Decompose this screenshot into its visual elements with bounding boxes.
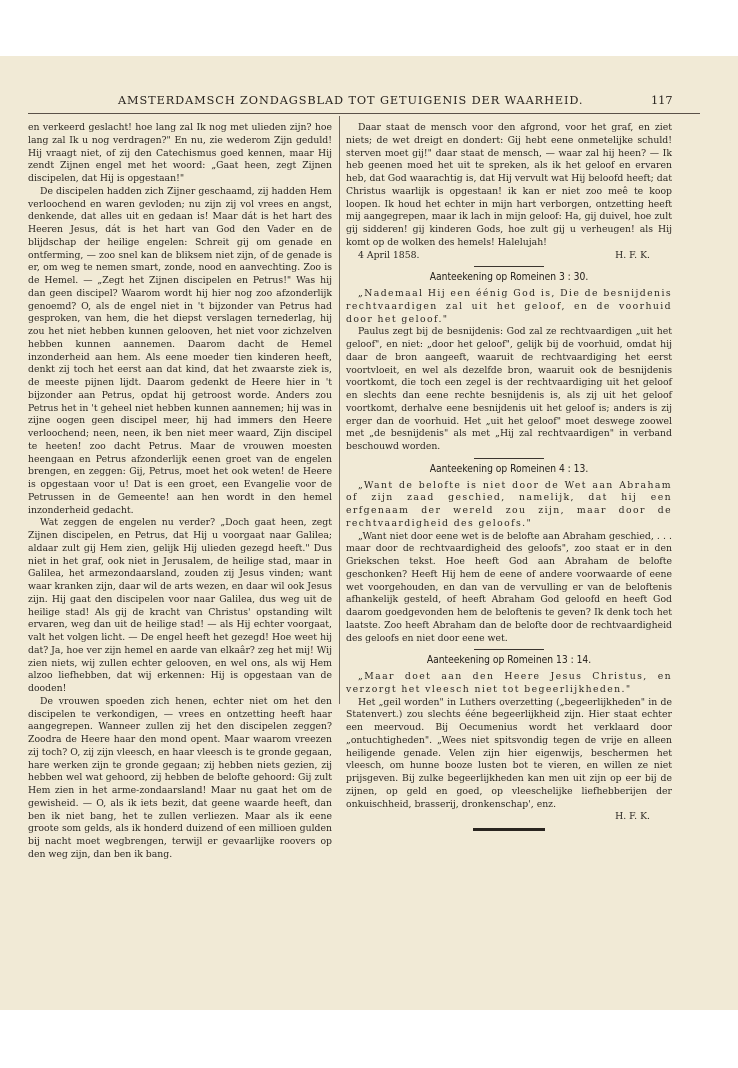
paragraph: „Want niet door eene wet is de belofte aan Abraham geschied, . . . maar door de rechtvaardigheid des geloofs", zoo staat er in den Griekschen tekst. Hoe heeft God aan Abraham de belofte geschonken? Heeft Hij hem de eene of andere voorwaarde of eene wet voorgehouden, en dan van de vervulling er van de beloftenis afhankelijk gesteld, of heeft Abraham God geloofd en heeft God daarom goedgevonden hem de beloftenis te geven? Ik denk toch het laatste. Zoo heeft Abraham dan de belofte door de rechtvaardigheid des geloofs en niet door eene wet. <box>346 530 672 644</box>
section-rule <box>474 458 544 459</box>
section-rule <box>474 649 544 650</box>
paragraph: De discipelen hadden zich Zijner geschaamd, zij hadden Hem verloochend en waren gevloden; nu zijn zij vol vrees en angst, denkende, dat alles uit en gedaan is! Maar dát is het hart des Heeren Jesus, dát is het hart van God den Vader en de blijdschap der heilige engelen: Schreit gij om genade en ontferming, — zoo snel kan de bliksem niet zijn, of de genade is er, om weg te nemen smart, zonde, nood en aanvechting. Zoo is de Hemel. — „Zegt het Zijnen discipelen en Petrus!" Was hij dan geen discipel? Waarom wordt hij hier nog zoo afzonderlijk genoemd? O, als de engel niet in 't bijzonder van Petrus had gesproken, van hem, die het diepst verslagen ternederlag, hij zou het niet hebben kunnen gelooven, het niet voor zichzelven hebben kunnen aannemen. Daarom dacht de Hemel inzonderheid aan hem. Als eene moeder tien kinderen heeft, denkt zij toch het eerst aan dat kind, dat het zwaarste ziek is, de meeste pijnen lijdt. Daarom gedenkt de Heere hier in 't bijzonder aan Petrus, opdat hij getroost worde. Anders zou Petrus het in 't geheel niet hebben kunnen aannemen; hij was in zijne oogen geen discipel meer, hij had immers den Heere verloochend; neen, neen, ik ben niet meer waard, Zijn discipel te heeten! zoo dacht Petrus. Maar de vrouwen moesten heengaan en Petrus afzonderlijk eenen groet van de engelen brengen, en zeggen: Gij, Petrus, moet het ook weten! de Heere is opgestaan voor u! Dat is een groet, een Evangelie voor de Petrussen in de Gemeente! aan hen wordt in den hemel inzonderheid gedacht. <box>28 185 332 516</box>
book-page <box>0 56 738 1010</box>
left-column <box>28 122 332 862</box>
paragraph: Daar staat de mensch voor den afgrond, voor het graf, en ziet niets; de wet dreigt en dondert: Gij hebt eene onmetelijke schuld! sterven moet gij!" daar staat de mensch, — waar zal hij heen? — Ik heb geenen moed het uit te spreken, als ik het geloof en ervaren heb, dat God waarachtig is, dat Hij vervult wat Hij beloofd heeft; dat Christus waarlijk is opgestaan! ik kan er niet zoo meê te koop loopen. Ik houd het echter in mijn hart verborgen, ontzetting heeft mij aangegrepen, maar ik lach in mijn geloof: Ha, gij duivel, hoe zult gij sidderen! gij kinderen Gods, hoe zult gij u verheugen! als Hij komt op de wolken des hemels! Halelujah! <box>346 122 672 248</box>
initials: H. F. K. <box>615 249 650 261</box>
section-rule <box>474 266 544 267</box>
scripture-quote: „Maar doet aan den Heere Jesus Christus, en verzorgt het vleesch niet tot begeerlijkheden." <box>346 671 672 695</box>
right-column <box>346 122 672 831</box>
paragraph: Paulus zegt bij de besnijdenis: God zal ze rechtvaardigen „uit het geloof", en niet: „door het geloof", gelijk bij de voorhuid, omdat hij daar de bron aangeeft, waaruit de rechtvaardiging het eerst voortvloeit, en wel als dezelfde bron, waaruit ook de besnijdenis voortkomt, die toch een zegel is der rechtvaardiging uit het geloof en slechts dan eene rechte besnijdenis is, als zij uit het geloof voortkomt, derhalve eene besnijdenis uit het geloof is; anders is zij erger dan de voorhuid. Het „uit het geloof" moet deswege zoowel met „de besnijdenis" als met „Hij zal rechtvaardigen" in verband beschouwd worden. <box>346 326 672 452</box>
section-heading: Aanteekening op Romeinen 13 : 14. <box>426 655 592 667</box>
column-divider <box>339 116 340 704</box>
paragraph: en verkeerd geslacht! hoe lang zal Ik nog met ulieden zijn? hoe lang zal Ik u nog verdragen?" En nu, zie wederom Zijn geduld! Hij vraagt niet, of zij den Catechismus goed kennen, maar Hij zendt Zijnen engel met het woord: „Gaat heen, zegt Zijnen discipelen, dat Hij is opgestaan!" <box>28 122 332 184</box>
header-rule <box>28 113 700 114</box>
page-header <box>0 94 738 108</box>
paragraph: Het „geil worden" in Luthers overzetting („begeerlijkheden" in de Statenvert.) zou slechts ééne begeerlijkheid zijn. Hier staat echter een meervoud. Bij Oecumenius wordt het verklaard door „ontuchtigheden". „Wees niet spitsvondig tegen de vrije en alleen heiligende genade. Velen zijn hier eigenwijs, beschermen het vleesch, om hunne booze lusten bot te vieren, en willen ze niet prijsgeven. Bij zulke begeerlijkheden kan men uit zijn op eer bij de zijnen, op geld en goed, op vleeschelijke liefhebberijen der onkuischheid, brasserij, dronkenschap', enz. <box>346 696 672 810</box>
scripture-quote: „Nademaal Hij een éénig God is, Die de besnijdenis rechtvaardigen zal uit het geloof, en de voorhuid door het geloof." <box>346 288 672 325</box>
section-heading: Aanteekening op Romeinen 4 : 13. <box>429 463 589 475</box>
section-heading: Aanteekening op Romeinen 3 : 30. <box>429 272 589 284</box>
signature: H. F. K. <box>615 811 650 823</box>
paragraph: De vrouwen spoeden zich henen, echter niet om het den discipelen te verkondigen, — vrees en ontzetting heeft haar aangegrepen. Wanneer zullen zij het den discipelen zeggen? Zoodra de Heere haar den mond opent. Maar waarom vreezen zij toch? O, zij zijn vleesch, en haar vleesch is te gronde gegaan, hare werken zijn te gronde gegaan; zij hebben niets gezien, zij hebben wel wat gehoord, zij hebben de belofte gehoord: Gij zult Hem zien in het arme-zondaarsland! Maar nu gaat het om de gewisheid. — O, als ik iets bezit, dat geene waarde heeft, dan ben ik niet bang, het te zullen verliezen. Maar als ik eene groote som gelds, als ik honderd duizend of een millioen gulden bij nacht moet wegbrengen, terwijl er gevaarlijke roovers op den weg zijn, dan ben ik bang. <box>28 695 332 860</box>
page-number: 117 <box>651 94 673 107</box>
running-title: AMSTERDAMSCH ZONDAGSBLAD TOT GETUIGENIS DER WAARHEID. <box>118 94 584 107</box>
paragraph: Wat zeggen de engelen nu verder? „Doch gaat heen, zegt Zijnen discipelen, en Petrus, dat Hij u voorgaat naar Galilea; aldaar zult gij Hem zien, gelijk Hij ulieden gezegd heeft." Dus niet in het graf, ook niet in Jerusalem, de heilige stad, maar in Galilea, het armezondaarsland, zouden zij Jesus vinden; want waar kranken zijn, daar wil de arts wezen, en daar wil ook Jesus zijn. Hij gaat den discipelen voor naar Galilea, dus weg uit de heilige stad! Als gij de kracht van Christus' opstanding wilt ervaren, weg dan uit de heilige stad! — als Hij echter voorgaat, valt het volgen licht. — De engel heeft het gezegd! Hoe weet hij dat? Ja, hoe ver zijn hemel en aarde van elkaâr? zeg het mij! Wij zien niets, wij zullen echter gelooven, en wel ons, als wij Hem alzoo liefhebben, dat wij erkennen: Hij is opgestaan van de dooden! <box>28 517 332 694</box>
signature-line <box>346 250 672 263</box>
scripture-quote: „Want de belofte is niet door de Wet aan Abraham of zijn zaad geschied, namelijk, dat hij een erfgenaam der wereld zou zijn, maar door de rechtvaardigheid des geloofs." <box>346 479 672 529</box>
end-rule <box>473 828 545 831</box>
date-line: 4 April 1858. <box>358 249 420 261</box>
